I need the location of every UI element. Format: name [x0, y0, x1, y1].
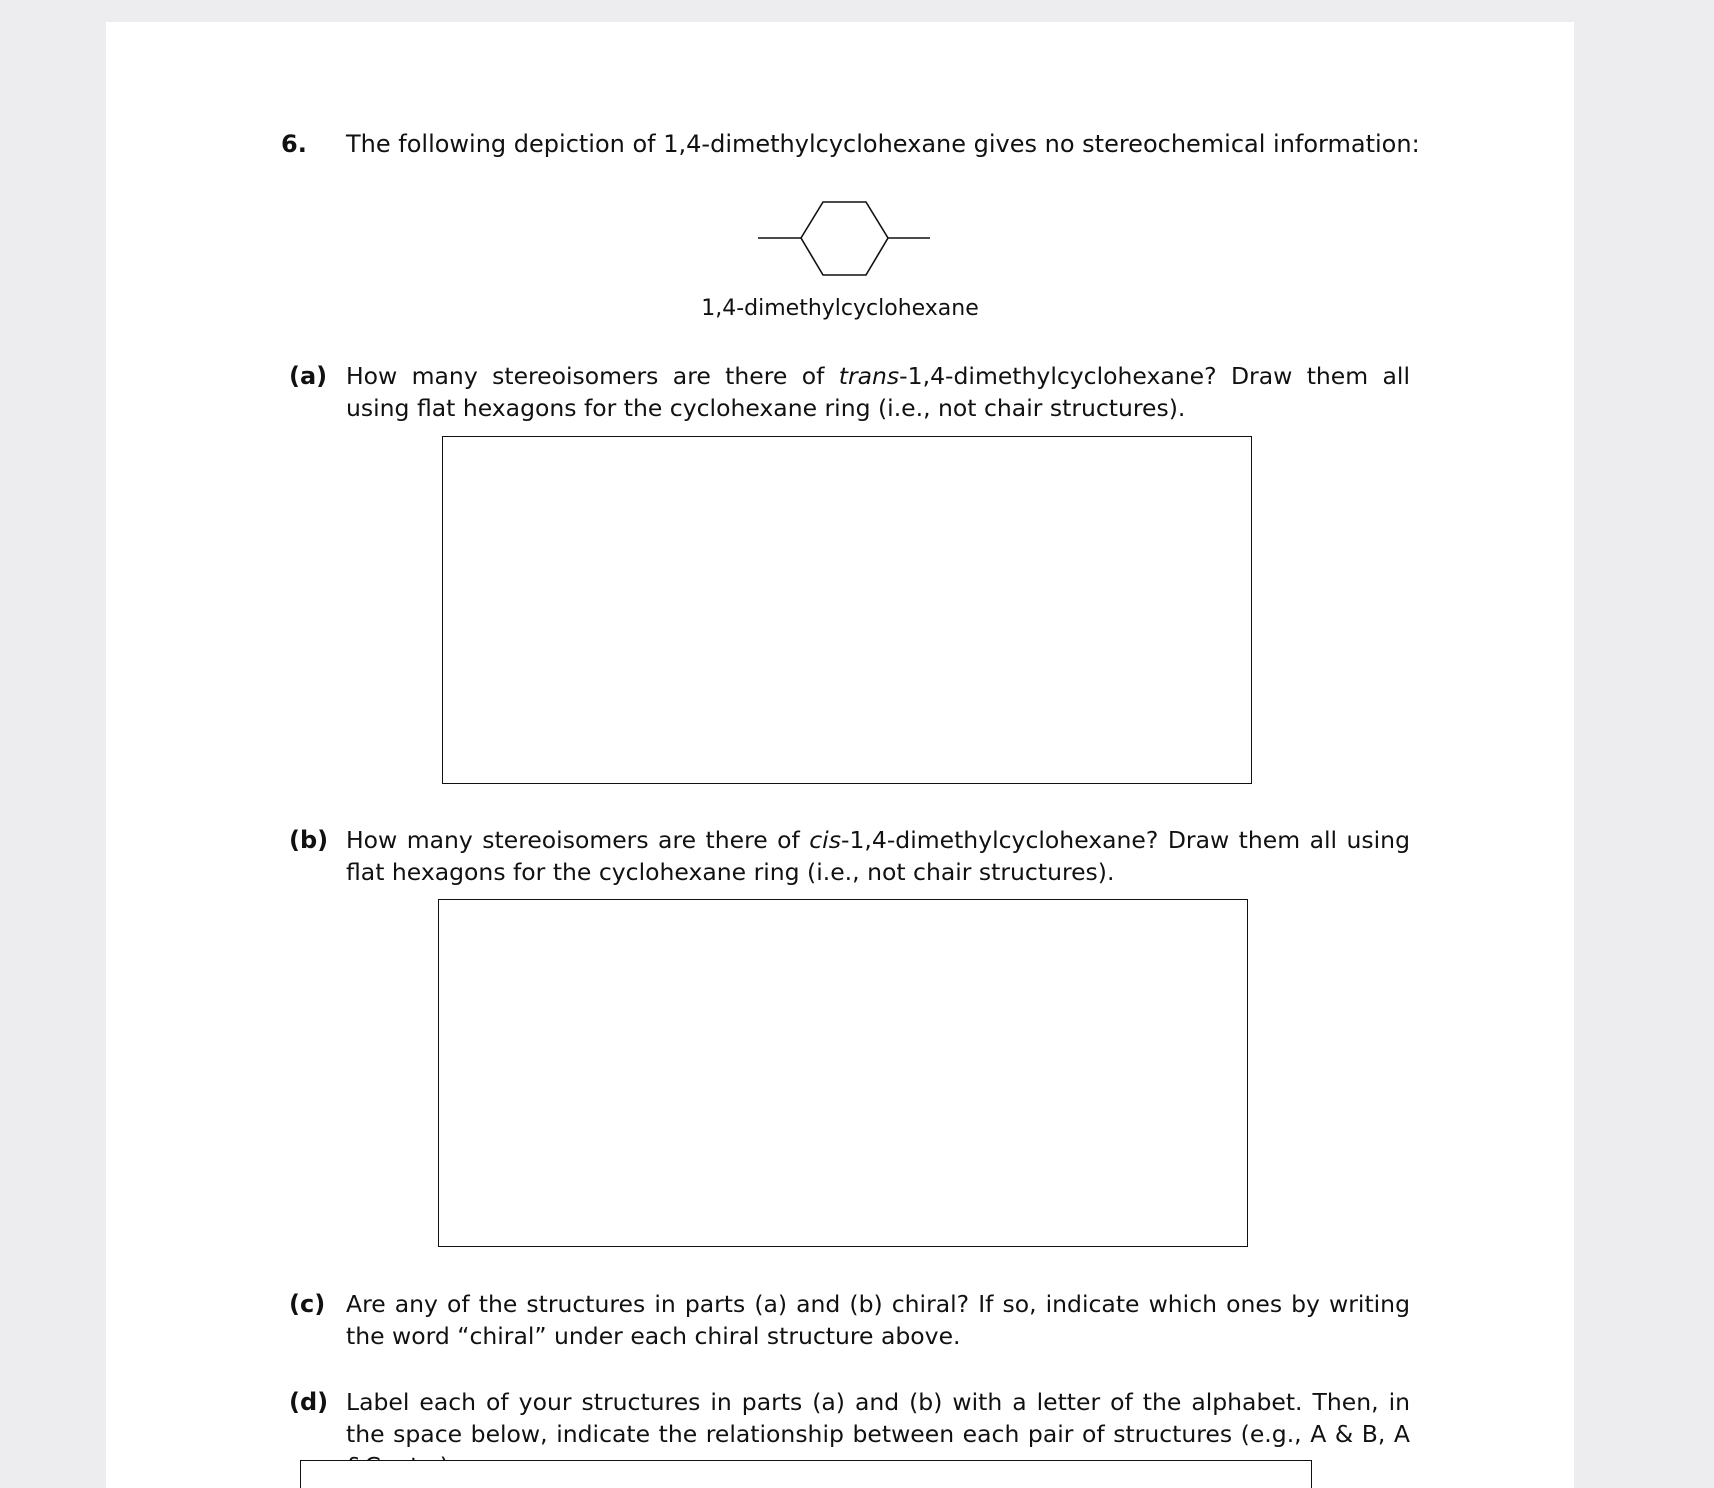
- part-a-answer-box[interactable]: [442, 436, 1252, 784]
- part-a-text-before: How many stereoisomers are there of: [346, 362, 839, 390]
- question-intro: The following depiction of 1,4-dimethylcyclohexane gives no stereochemical information:: [346, 130, 1420, 158]
- cyclohexane-skeletal-icon: [750, 198, 930, 282]
- part-b-italic: cis: [809, 826, 841, 854]
- part-d-question: Label each of your structures in parts (a) and (b) with a letter of the alphabet. Then, in the space below, indicate the relationship between each pair of structures (e.g., A & B, A: [346, 1388, 1410, 1448]
- part-b-text-before: How many stereoisomers are there of: [346, 826, 810, 854]
- part-b-text-after: -1,4-dimethylcyclohexane? Draw them all using flat hexagons for the cyclohexane ring (i.e., not chair structures).: [346, 826, 1410, 886]
- worksheet-page: [106, 22, 1574, 1488]
- part-d-answer-box[interactable]: [300, 1460, 1312, 1488]
- part-a-italic: trans: [838, 362, 900, 390]
- part-a-question: [346, 360, 1410, 424]
- molecule-caption: 1,4-dimethylcyclohexane: [701, 296, 979, 321]
- part-b-question: [346, 824, 1410, 888]
- part-d-label: (d): [289, 1388, 329, 1416]
- part-a-label: (a): [289, 362, 328, 390]
- part-a-text-after: -1,4-dimethylcyclohexane? Draw them all using flat hexagons for the cyclohexane ring (i.e., not chair structures).: [346, 362, 1410, 422]
- part-b-label: (b): [289, 826, 329, 854]
- part-c-question: Are any of the structures in parts (a) and (b) chiral? If so, indicate which ones by writing the word “chiral” under each chiral structure above.: [346, 1290, 1410, 1350]
- part-b-answer-box[interactable]: [438, 899, 1248, 1247]
- question-number: 6.: [281, 130, 307, 158]
- part-c-label: (c): [289, 1290, 326, 1318]
